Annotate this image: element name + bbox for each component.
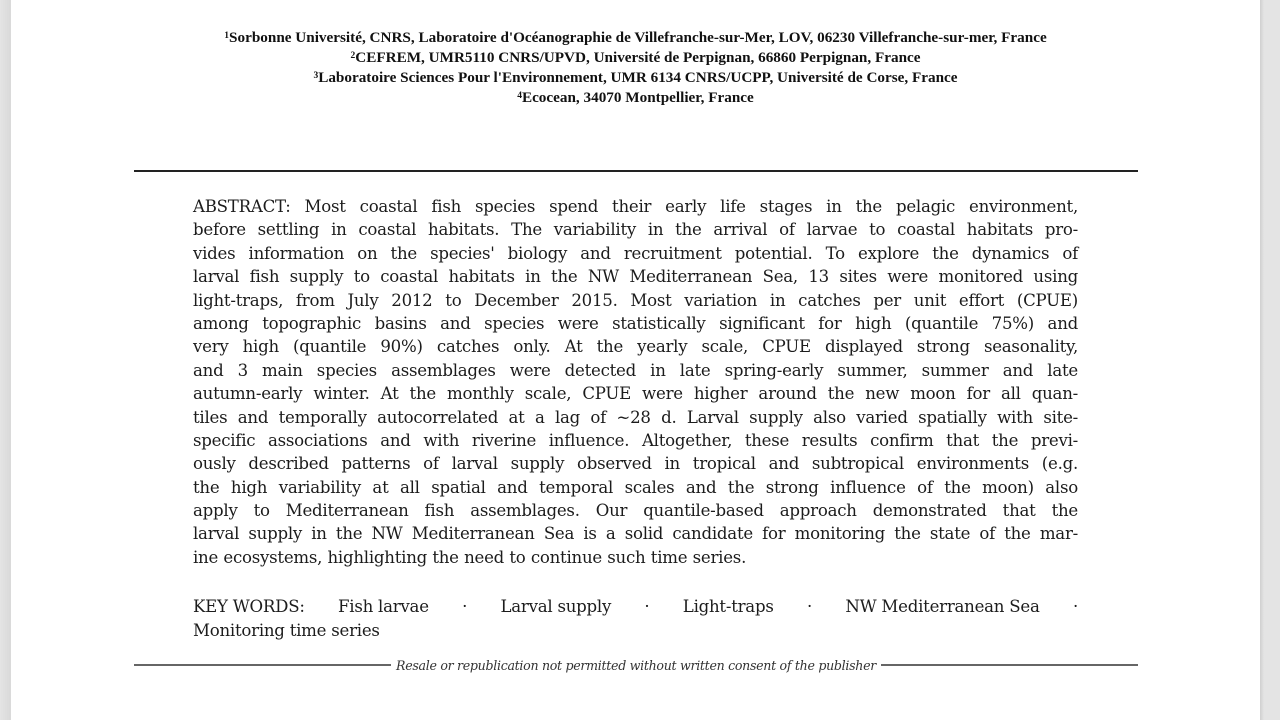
abstract-line: and 3 main species assemblages were detected in late spring-early summer, summer and late <box>193 360 1078 380</box>
footer-rule-left <box>134 664 391 666</box>
abstract-line: vides information on the species' biology and recruitment potential. To explore the dynamics of <box>193 243 1078 263</box>
abstract-line: ABSTRACT: Most coastal fish species spend their early life stages in the pelagic environment, <box>193 197 1078 216</box>
header-divider <box>134 170 1138 172</box>
abstract-line: ine ecosystems, highlighting the need to continue such time series. <box>193 547 747 567</box>
clipped-author-line <box>341 0 931 2</box>
abstract-line: ously described patterns of larval supply observed in tropical and subtropical environments (e.g. <box>193 454 1078 474</box>
viewer-margin-left <box>0 0 11 720</box>
abstract-line: autumn-early winter. At the monthly scale, CPUE were higher around the new moon for all quan- <box>193 384 1078 404</box>
affiliation-4 <box>11 88 1260 108</box>
copyright-notice-bar <box>134 656 1138 674</box>
keyword-item: NW Mediterranean Sea <box>845 597 1040 616</box>
abstract-line: specific associations and with riverine influence. Altogether, these results confirm that the previ- <box>193 430 1078 450</box>
affiliation-text: Sorbonne Université, CNRS, Laboratoire d'Océanographie de Villefranche-sur-Mer, LOV, 06230 Villefranche-sur-mer, France <box>229 29 1047 46</box>
keywords-line-1 <box>193 595 1078 619</box>
abstract <box>193 195 1078 569</box>
footer-rule-right <box>881 664 1138 666</box>
affiliation-3 <box>11 68 1260 88</box>
abstract-line: larval fish supply to coastal habitats in the NW Mediterranean Sea, 13 sites were monitored using <box>193 267 1078 287</box>
copyright-notice: Resale or republication not permitted without written consent of the publisher <box>396 657 876 673</box>
affiliation-text: Ecocean, 34070 Montpellier, France <box>521 89 754 106</box>
affiliation-mark: 4 <box>517 91 522 101</box>
keyword-item: Larval supply <box>500 597 612 616</box>
affiliation-mark: 2 <box>350 51 356 61</box>
affiliation-2 <box>11 48 1260 68</box>
abstract-line: tiles and temporally autocorrelated at a lag of ~28 d. Larval supply also varied spatially with site- <box>193 407 1078 427</box>
keywords-label: KEY WORDS: <box>193 597 305 616</box>
affiliations <box>11 28 1260 108</box>
keyword-separator: · <box>1072 597 1078 616</box>
keyword-item: Monitoring time series <box>193 621 380 640</box>
abstract-line: among topographic basins and species were statistically significant for high (quantile 75%) and <box>193 313 1078 333</box>
keyword-item: Light-traps <box>682 597 774 616</box>
abstract-line: before settling in coastal habitats. The variability in the arrival of larvae to coastal habitats pro- <box>193 220 1078 240</box>
abstract-line: larval supply in the NW Mediterranean Sea is a solid candidate for monitoring the state of the mar- <box>193 524 1078 544</box>
keyword-item: Fish larvae <box>338 597 429 616</box>
affiliation-text: CEFREM, UMR5110 CNRS/UPVD, Université de Perpignan, 66860 Perpignan, France <box>355 49 921 66</box>
abstract-line: very high (quantile 90%) catches only. At the yearly scale, CPUE displayed strong seasonality, <box>193 337 1078 357</box>
abstract-line: light-traps, from July 2012 to December 2015. Most variation in catches per unit effort (CPUE) <box>193 290 1078 310</box>
keyword-separator: · <box>462 597 468 616</box>
affiliation-mark: 3 <box>313 71 319 81</box>
abstract-line: apply to Mediterranean fish assemblages. Our quantile-based approach demonstrated that the <box>193 501 1078 521</box>
abstract-line: the high variability at all spatial and temporal scales and the strong influence of the moon) also <box>193 477 1078 497</box>
affiliation-mark: 1 <box>224 31 230 41</box>
affiliation-text: Laboratoire Sciences Pour l'Environnement, UMR 6134 CNRS/UCPP, Université de Corse, France <box>318 69 958 86</box>
document-page <box>11 0 1260 720</box>
affiliation-1 <box>11 28 1260 48</box>
viewer-scrollbar-track[interactable] <box>1260 0 1280 720</box>
keywords-line-2 <box>193 619 1078 643</box>
keywords <box>193 595 1078 643</box>
keyword-separator: · <box>806 597 812 616</box>
keyword-separator: · <box>644 597 650 616</box>
